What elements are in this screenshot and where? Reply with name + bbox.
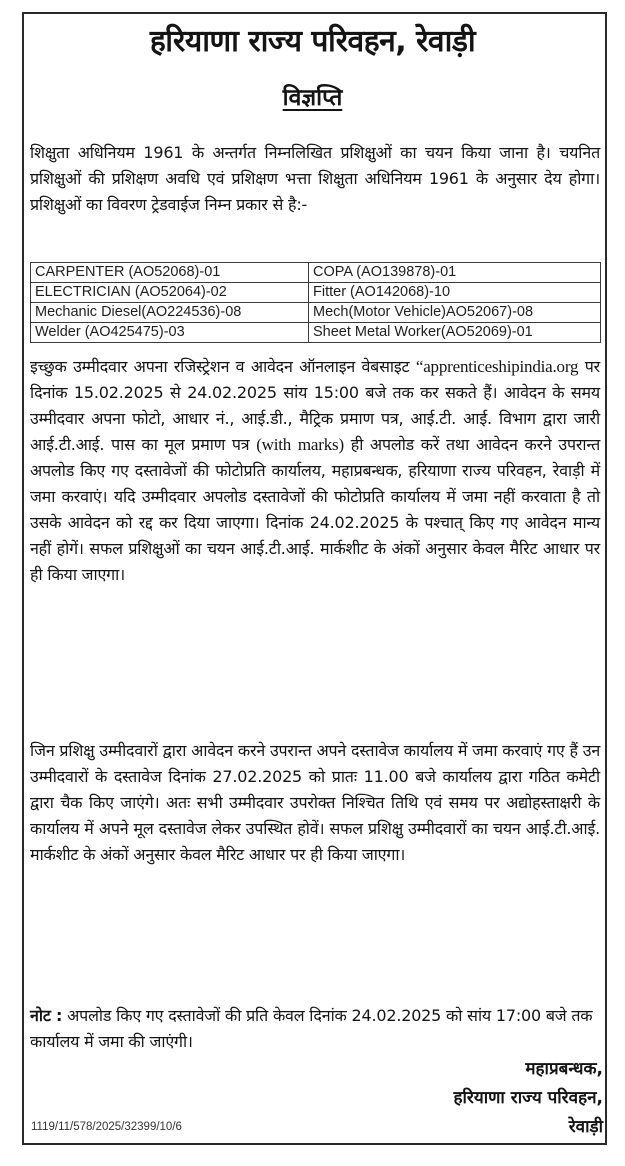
trade-cell: Welder (AO425475)-03 xyxy=(31,323,309,343)
table-row xyxy=(31,323,601,343)
note-paragraph xyxy=(30,1003,600,1055)
document-verification-paragraph: जिन प्रशिक्षु उम्मीदवारों द्वारा आवेदन करने उपरान्त अपने दस्तावेज कार्यालय में जमा करवाएं गए हैं उन उम्मीदवारों के दस्तावेज दिनांक 27.02.2025 को प्रातः 11.00 बजे कार्यालय द्वारा गठित कमेटी द्वारा चैक किए जाएंगे। अतः सभी उम्मीदवार उपरोक्त निश्चित तिथि एवं समय पर अद्योहस्ताक्षरी के कार्यालय में अपने मूल दस्तावेज लेकर उपस्थित होवें। सफल प्रशिक्षु उम्मीदवारों का चयन आई.टी.आई. मार्कशीट के अंकों अनुसार केवल मैरिट आधार पर ही किया जाएगा। xyxy=(30,741,600,864)
trade-cell: Mech(Motor Vehicle)AO52067)-08 xyxy=(309,303,601,323)
trades-table xyxy=(30,262,601,343)
application-paragraph xyxy=(30,354,600,588)
application-text-1: इच्छुक उम्मीदवार अपना रजिस्ट्रेशन व आवेदन ऑनलाइन वेबसाइट xyxy=(30,357,416,376)
note-text: अपलोड किए गए दस्तावेजों की प्रति केवल दिनांक 24.02.2025 को सांय 17:00 बजे तक कार्यालय में जमा की जाएंगी। xyxy=(30,1006,593,1051)
signature-designation: महाप्रबन्धक, xyxy=(525,1059,603,1079)
table-row xyxy=(31,303,601,323)
signature-location: रेवाड़ी xyxy=(568,1117,603,1137)
with-marks-open: (with xyxy=(256,435,292,454)
subtitle-text: विज्ञप्ति xyxy=(282,85,343,111)
trade-cell: Fitter (AO142068)-10 xyxy=(309,283,601,303)
trade-cell: Mechanic Diesel(AO224536)-08 xyxy=(31,303,309,323)
trade-cell: Sheet Metal Worker(AO52069)-01 xyxy=(309,323,601,343)
trade-cell: CARPENTER (AO52068)-01 xyxy=(31,263,309,283)
note-label: नोट : xyxy=(30,1006,63,1025)
application-text-2: पर दिनांक 15.02.2025 से 24.02.2025 सांय 15:00 बजे तक कर सकते हैं। आवेदन के समय उम्मीदवार अपना फोटो, आधार नं., आई.डी., मैट्रिक प्रमाण पत्र, आई.टी. आई. विभाग द्वारा जारी आई.टी.आई. पास का मूल प्रमाण पत्र xyxy=(30,357,600,454)
website-link: “apprenticeshipindia.org xyxy=(415,357,579,376)
table-row xyxy=(31,283,601,303)
application-text-3: ही अपलोड करें तथा आवेदन करने उपरान्त अपलोड किए गए दस्तावेजों की फोटोप्रति कार्यालय, महाप्रबन्धक, हरियाणा राज्य परिवहन, रेवाड़ी में जमा करवाएं। यदि उम्मीदवार अपलोड दस्तावेजों की फोटोप्रति कार्यालय में जमा नहीं करवाता है तो उसके आवेदन को रद्द कर दिया जाएगा। दिनांक 24.02.2025 के पश्चात् किए गए आवेदन मान्य नहीं होगें। सफल प्रशिक्षुओं का चयन आई.टी.आई. मार्कशीट के अंकों अनुसार केवल मैरिट आधार पर ही किया जाएगा। xyxy=(30,435,600,584)
with-marks-close: marks) xyxy=(297,435,344,454)
intro-paragraph: शिक्षुता अधिनियम 1961 के अन्तर्गत निम्नलिखित प्रशिक्षुओं का चयन किया जाना है। चयनित प्रशिक्षुओं की प्रशिक्षण अवधि एवं प्रशिक्षण भत्ता शिक्षुता अधिनियम 1961 के अनुसार देय होगा। प्रशिक्षुओं का विवरण ट्रेडवाईज निम्न प्रकार से है:- xyxy=(30,143,600,214)
table-row xyxy=(31,263,601,283)
reference-number: 1119/11/578/2025/32399/10/6 xyxy=(31,1121,182,1133)
trade-cell: COPA (AO139878)-01 xyxy=(309,263,601,283)
notice-subtitle xyxy=(0,82,625,114)
signature-organization: हरियाणा राज्य परिवहन, xyxy=(453,1088,603,1108)
trade-cell: ELECTRICIAN (AO52064)-02 xyxy=(31,283,309,303)
notice-title: हरियाणा राज्य परिवहन, रेवाड़ी xyxy=(149,24,476,59)
